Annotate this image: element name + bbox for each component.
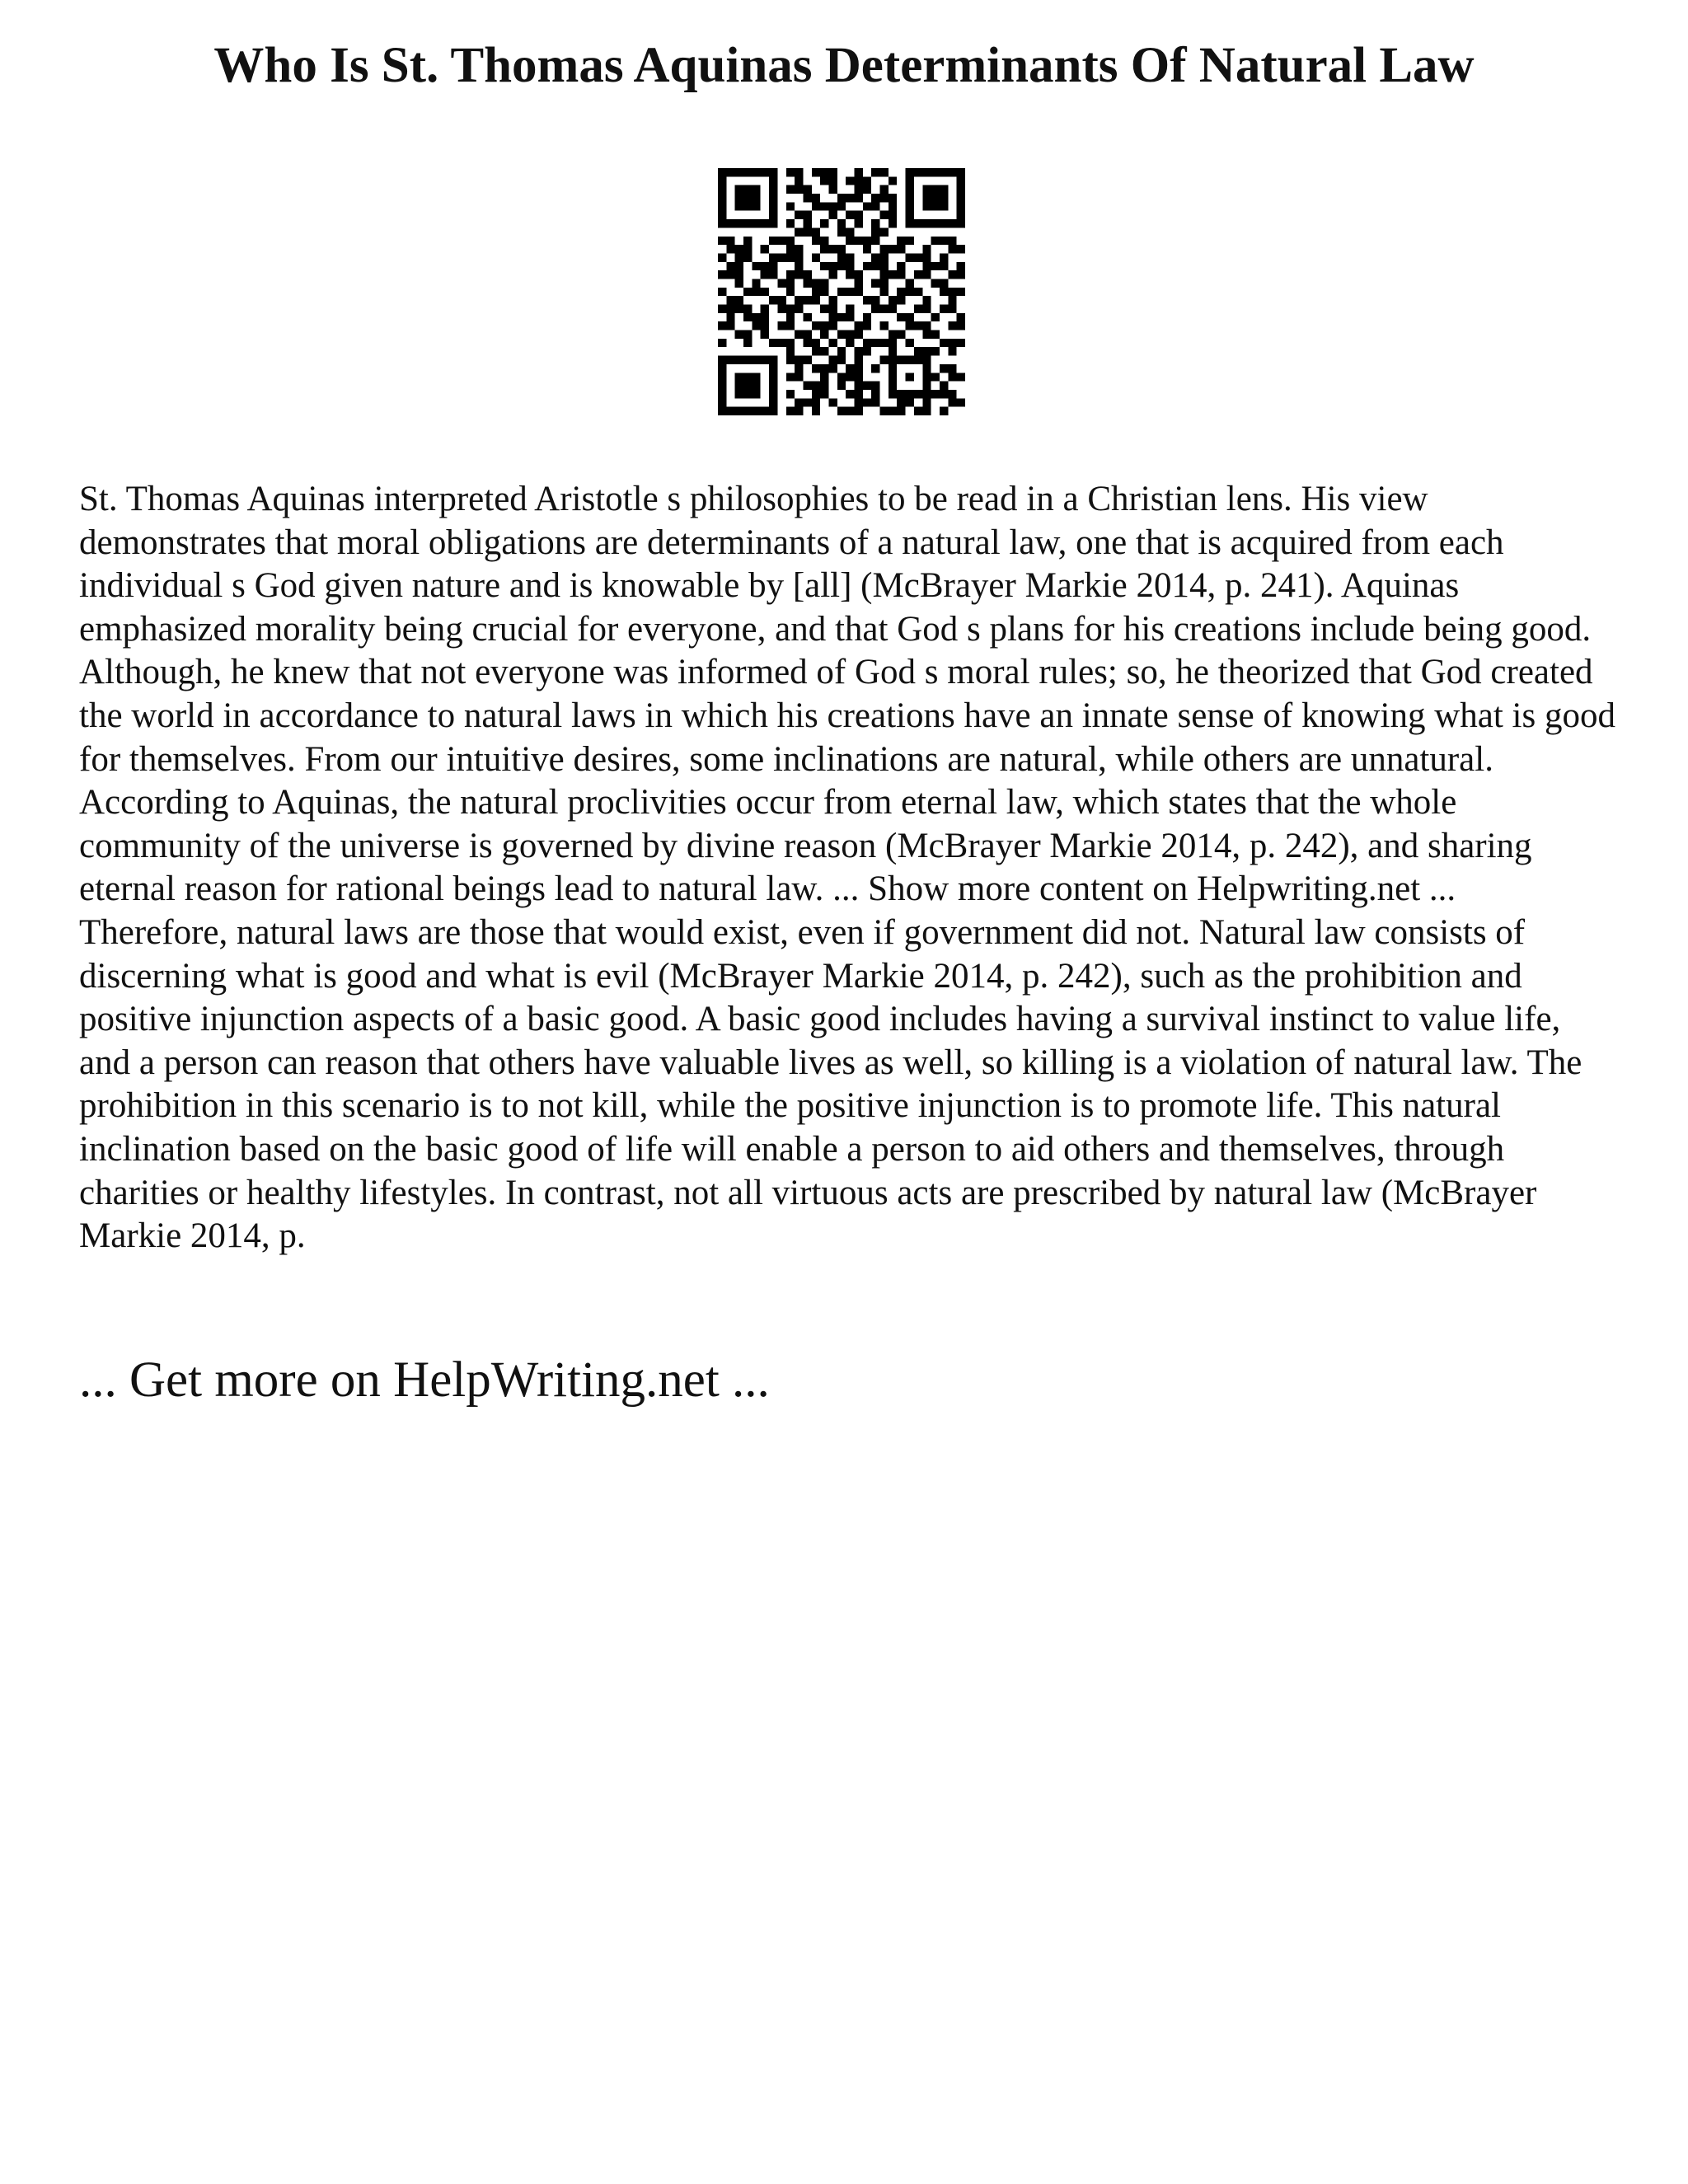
paragraph-1: St. Thomas Aquinas interpreted Aristotle s philosophies to be read in a Christian lens. His view demonstrates that moral obligations are determinants of a natural law, one that is acquired from each individual s God given nature and is knowable by [all] (McBrayer Markie 2014, p. 241). Aquinas emphasized morality being crucial for everyone, and that God s plans for his creations include being good. Although, he knew that not everyone was informed of God s moral rules; so, he theorized that God created the world in accordance to natural laws in which his creations have an innate sense of knowing what is good for themselves. From our intuitive desires, some inclinations are natural, while others are unnatural. According to Aquinas, the natural proclivities occur from eternal law, which states that the whole community of the universe is governed by divine reason (McBrayer Markie 2014, p. 242), and sharing eternal reason for rational beings lead to natural law. ... Show more content on Helpwriting.net ... [79, 480, 1615, 909]
get-more-link-text: ... Get more on HelpWriting.net ... [79, 1352, 770, 1408]
qr-code-icon [718, 168, 965, 415]
page-title: Who Is St. Thomas Aquinas Determinants Of Natural Law [213, 38, 1475, 93]
paragraph-2: Therefore, natural laws are those that would exist, even if government did not. Natural law consists of discerning what is good and what is evil (McBrayer Markie 2014, p. 242), such as the prohibition and positive injunction aspects of a basic good. A basic good includes having a survival instinct to value life, and a person can reason that others have valuable lives as well, so killing is a violation of natural law. The prohibition in this scenario is to not kill, while the positive injunction is to promote life. This natural inclination based on the basic good of life will enable a person to aid others and themselves, through charities or healthy lifestyles. In contrast, not all virtuous acts are prescribed by natural law (McBrayer Markie 2014, p. [79, 912, 1582, 1256]
article-body [79, 478, 1620, 1258]
